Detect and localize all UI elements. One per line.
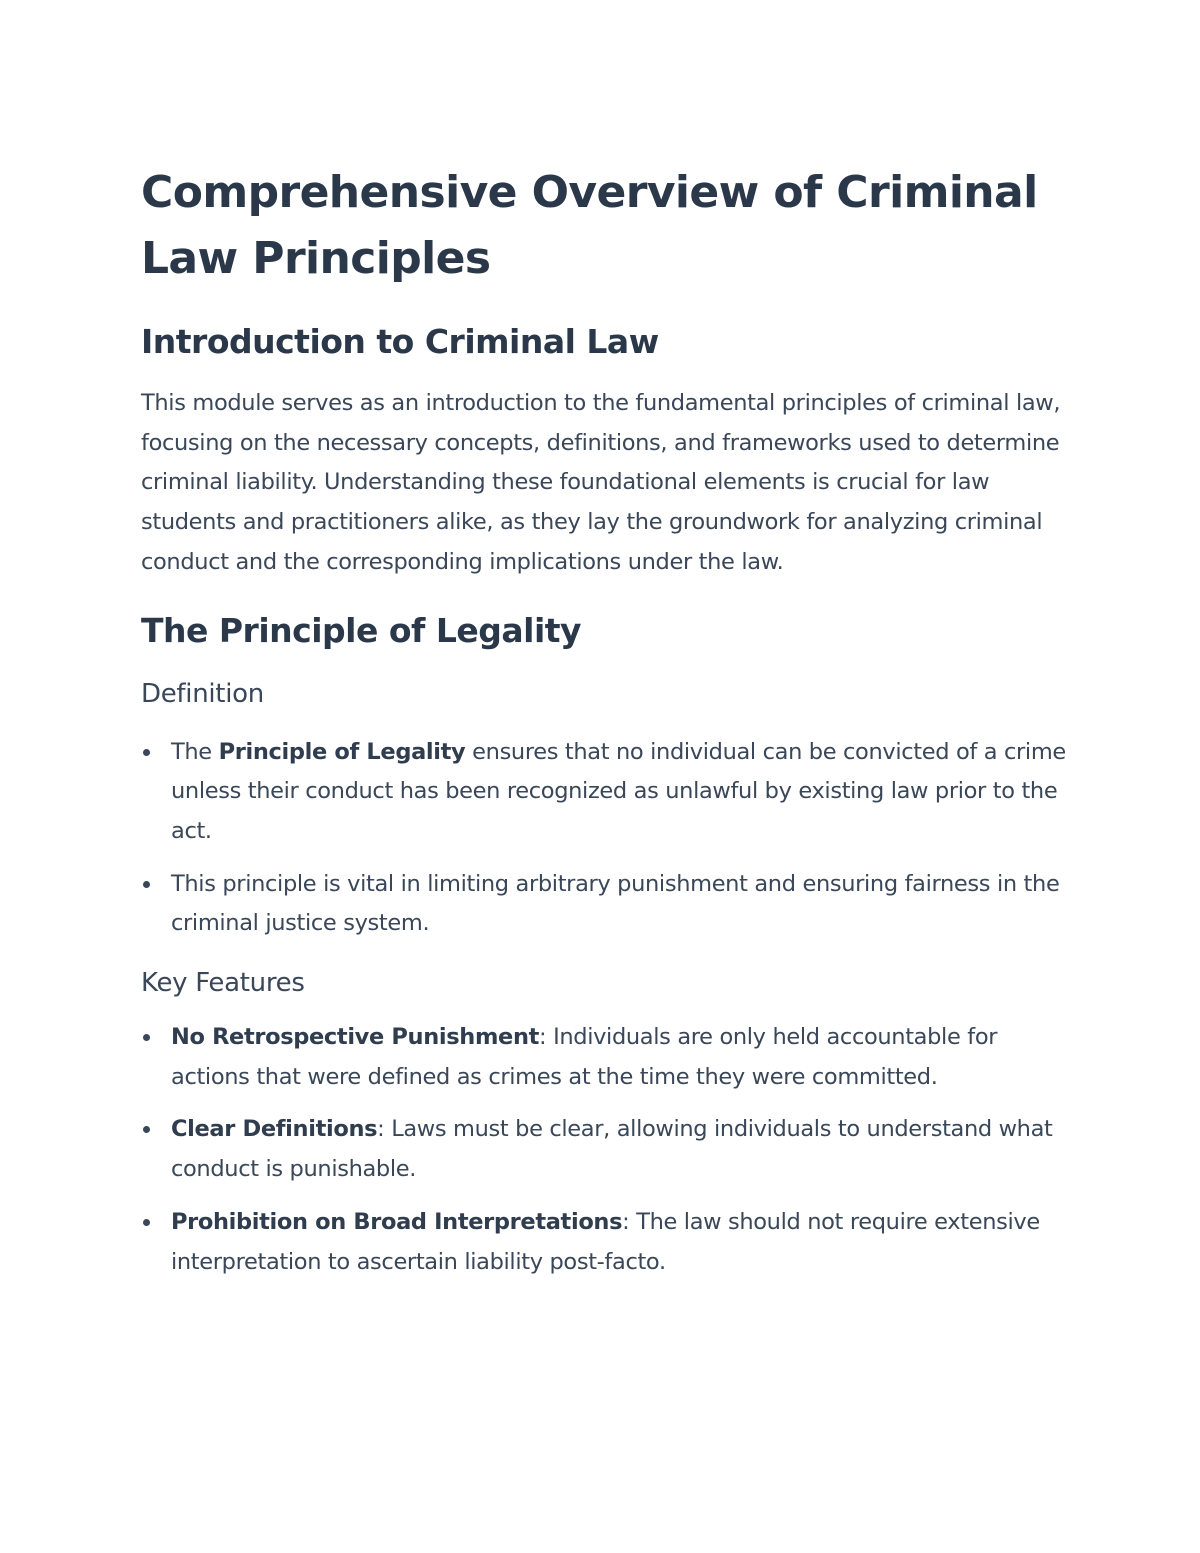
bullet-icon (143, 1126, 150, 1133)
item-text: : Individuals are only held accountable for actions that were defined as crimes at the time they were committed. (171, 1024, 998, 1090)
list-item (141, 1110, 1066, 1189)
item-text: : Laws must be clear, allowing individuals to understand what conduct is punishable. (171, 1116, 1053, 1183)
item-bold: Prohibition on Broad Interpretations (171, 1208, 623, 1235)
intro-heading: Introduction to Criminal Law (141, 322, 659, 361)
list-item (141, 865, 1066, 944)
bullet-icon (143, 1219, 150, 1226)
document-page (141, 160, 1066, 1282)
key-features-heading: Key Features (141, 968, 305, 999)
item-bold: Clear Definitions (171, 1116, 378, 1143)
bullet-icon (143, 1034, 150, 1041)
bullet-icon (143, 749, 150, 756)
intro-paragraph: This module serves as an introduction to the fundamental principles of criminal law, focusing on the necessary concepts, definitions, and frameworks used to determine criminal liability. Understanding these foundational elements is crucial for law students and practitioners alike, as they lay the groundwork for analyzing criminal conduct and the corresponding implications under the law. (141, 390, 1061, 575)
item-text: : The law should not require extensive interpretation to ascertain liability post-facto. (171, 1208, 1040, 1275)
definition-heading: Definition (141, 678, 264, 709)
item-bold: Principle of Legality (218, 738, 466, 765)
list-item (141, 1203, 1066, 1282)
item-bold: No Retrospective Punishment (171, 1024, 540, 1051)
definition-list (141, 733, 1066, 945)
bullet-icon (143, 881, 150, 888)
item-text: This principle is vital in limiting arbitrary punishment and ensuring fairness in the criminal justice system. (171, 870, 1060, 937)
key-features-list (141, 1018, 1066, 1282)
list-item (141, 733, 1066, 852)
legality-heading: The Principle of Legality (141, 610, 582, 650)
list-item (141, 1018, 1066, 1097)
item-text: ensures that no individual can be convicted of a crime unless their conduct has been recognized as unlawful by existing law prior to the act. (171, 738, 1066, 844)
page-title: Comprehensive Overview of Criminal Law Principles (141, 167, 1038, 284)
item-prefix: The (171, 738, 219, 765)
